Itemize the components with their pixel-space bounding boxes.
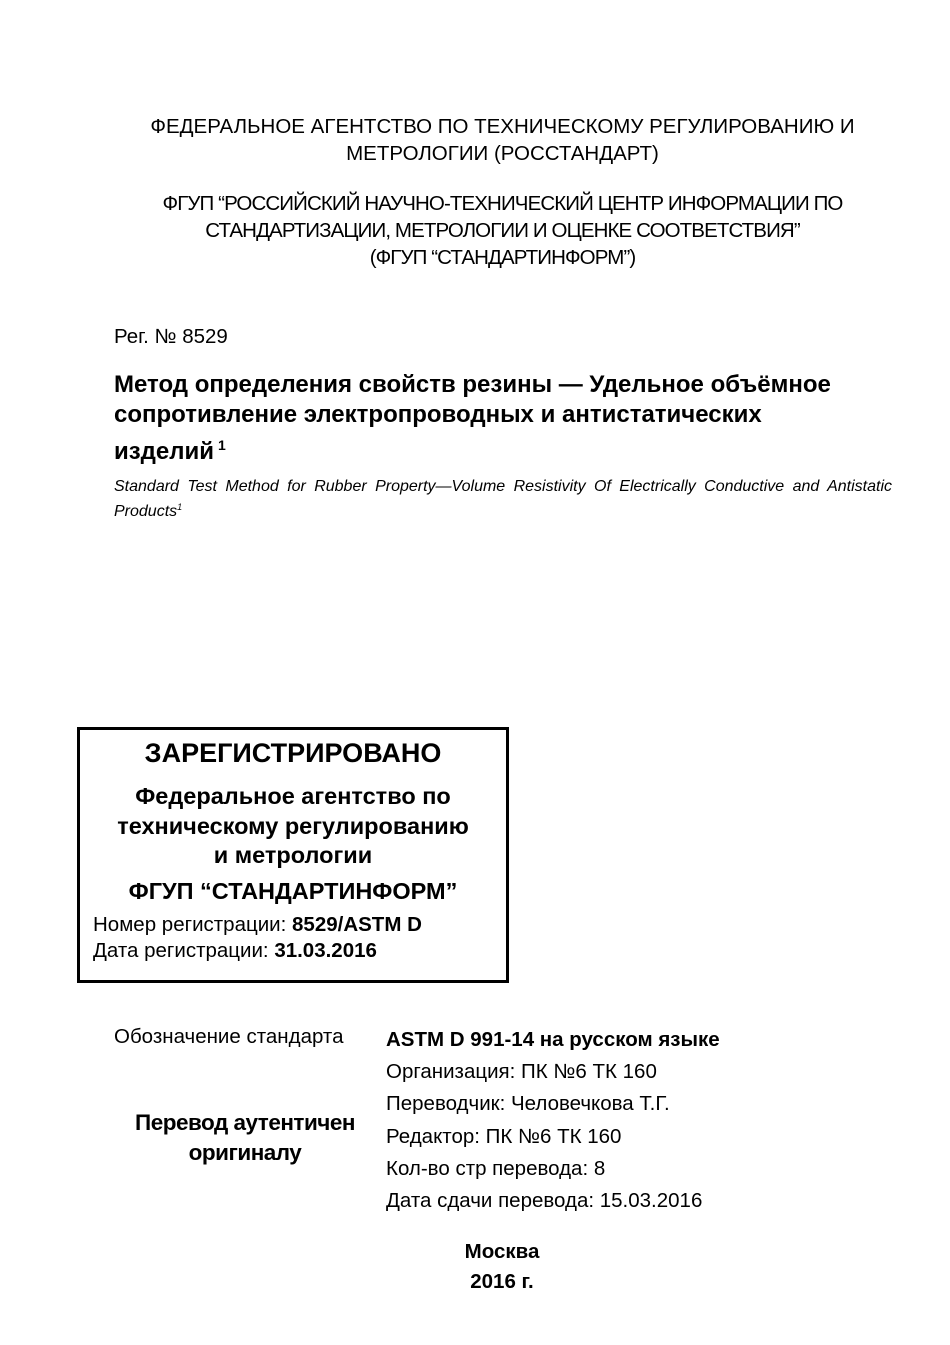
organization-line: Организация: ПК №6 ТК 160	[386, 1060, 657, 1083]
publication-place	[402, 1237, 602, 1297]
standard-value: ASTM D 991-14 на русском языке	[386, 1028, 720, 1051]
standard-label: Обозначение стандарта	[114, 1025, 344, 1048]
authentic-line-1: Перевод аутентичен	[135, 1110, 355, 1135]
stamp-fgup: ФГУП “СТАНДАРТИНФОРМ”	[128, 878, 458, 904]
agency-line-1: ФЕДЕРАЛЬНОЕ АГЕНТСТВО ПО ТЕХНИЧЕСКОМУ РЕГУЛИРОВАНИЮ И	[150, 115, 855, 138]
stamp-reg-number	[93, 913, 422, 937]
submission-date-line: Дата сдачи перевода: 15.03.2016	[386, 1189, 703, 1212]
title-en-footnote: 1	[177, 502, 183, 512]
stamp-reg-value: 8529/ASTM D	[292, 913, 422, 936]
document-title-ru	[114, 370, 904, 467]
stamp-date-value: 31.03.2016	[274, 939, 377, 962]
title-ru-line-3	[114, 430, 904, 467]
title-en-text: Standard Test Method for Rubber Property—Volume Resistivity Of Electrically Conductive and Antistatic Products	[114, 478, 892, 520]
title-ru-line-3-text: изделий	[114, 438, 215, 465]
editor-line: Редактор: ПК №6 ТК 160	[386, 1125, 622, 1148]
authentic-line-2: оригиналу	[188, 1140, 302, 1165]
stamp-org-line-2: техническому регулированию	[117, 812, 469, 839]
registration-number: Рег. № 8529	[114, 325, 228, 348]
title-ru-line-1: Метод определения свойств резины — Удельное объёмное	[114, 371, 831, 398]
center-line-3: (ФГУП “СТАНДАРТИНФОРМ”)	[369, 246, 636, 269]
pages-line: Кол-во стр перевода: 8	[386, 1157, 606, 1180]
center-line-2: СТАНДАРТИЗАЦИИ, МЕТРОЛОГИИ И ОЦЕНКЕ СООТВЕТСТВИЯ”	[205, 219, 800, 242]
agency-line-2: МЕТРОЛОГИИ (РОССТАНДАРТ)	[346, 142, 659, 165]
year: 2016 г.	[470, 1270, 534, 1293]
center-header	[105, 190, 900, 271]
city: Москва	[464, 1240, 540, 1263]
registration-stamp	[77, 727, 509, 983]
center-line-1: ФГУП “РОССИЙСКИЙ НАУЧНО-ТЕХНИЧЕСКИЙ ЦЕНТР ИНФОРМАЦИИ ПО	[162, 192, 843, 215]
stamp-date-label: Дата регистрации:	[93, 939, 269, 962]
stamp-reg-date	[93, 939, 377, 963]
stamp-org-line-3: и метрологии	[213, 842, 373, 868]
stamp-organization	[80, 782, 506, 871]
title-ru-footnote: 1	[218, 437, 226, 453]
authentic-note	[110, 1108, 380, 1168]
document-title-en	[114, 476, 892, 522]
stamp-reg-label: Номер регистрации:	[93, 913, 287, 936]
translator-line: Переводчик: Человечкова Т.Г.	[386, 1092, 670, 1115]
title-ru-line-2: сопротивление электропроводных и антистатических	[114, 401, 762, 428]
agency-header	[105, 113, 900, 167]
stamp-org-line-1: Федеральное агентство по	[135, 783, 451, 809]
stamp-heading: ЗАРЕГИСТРИРОВАНО	[144, 738, 442, 768]
